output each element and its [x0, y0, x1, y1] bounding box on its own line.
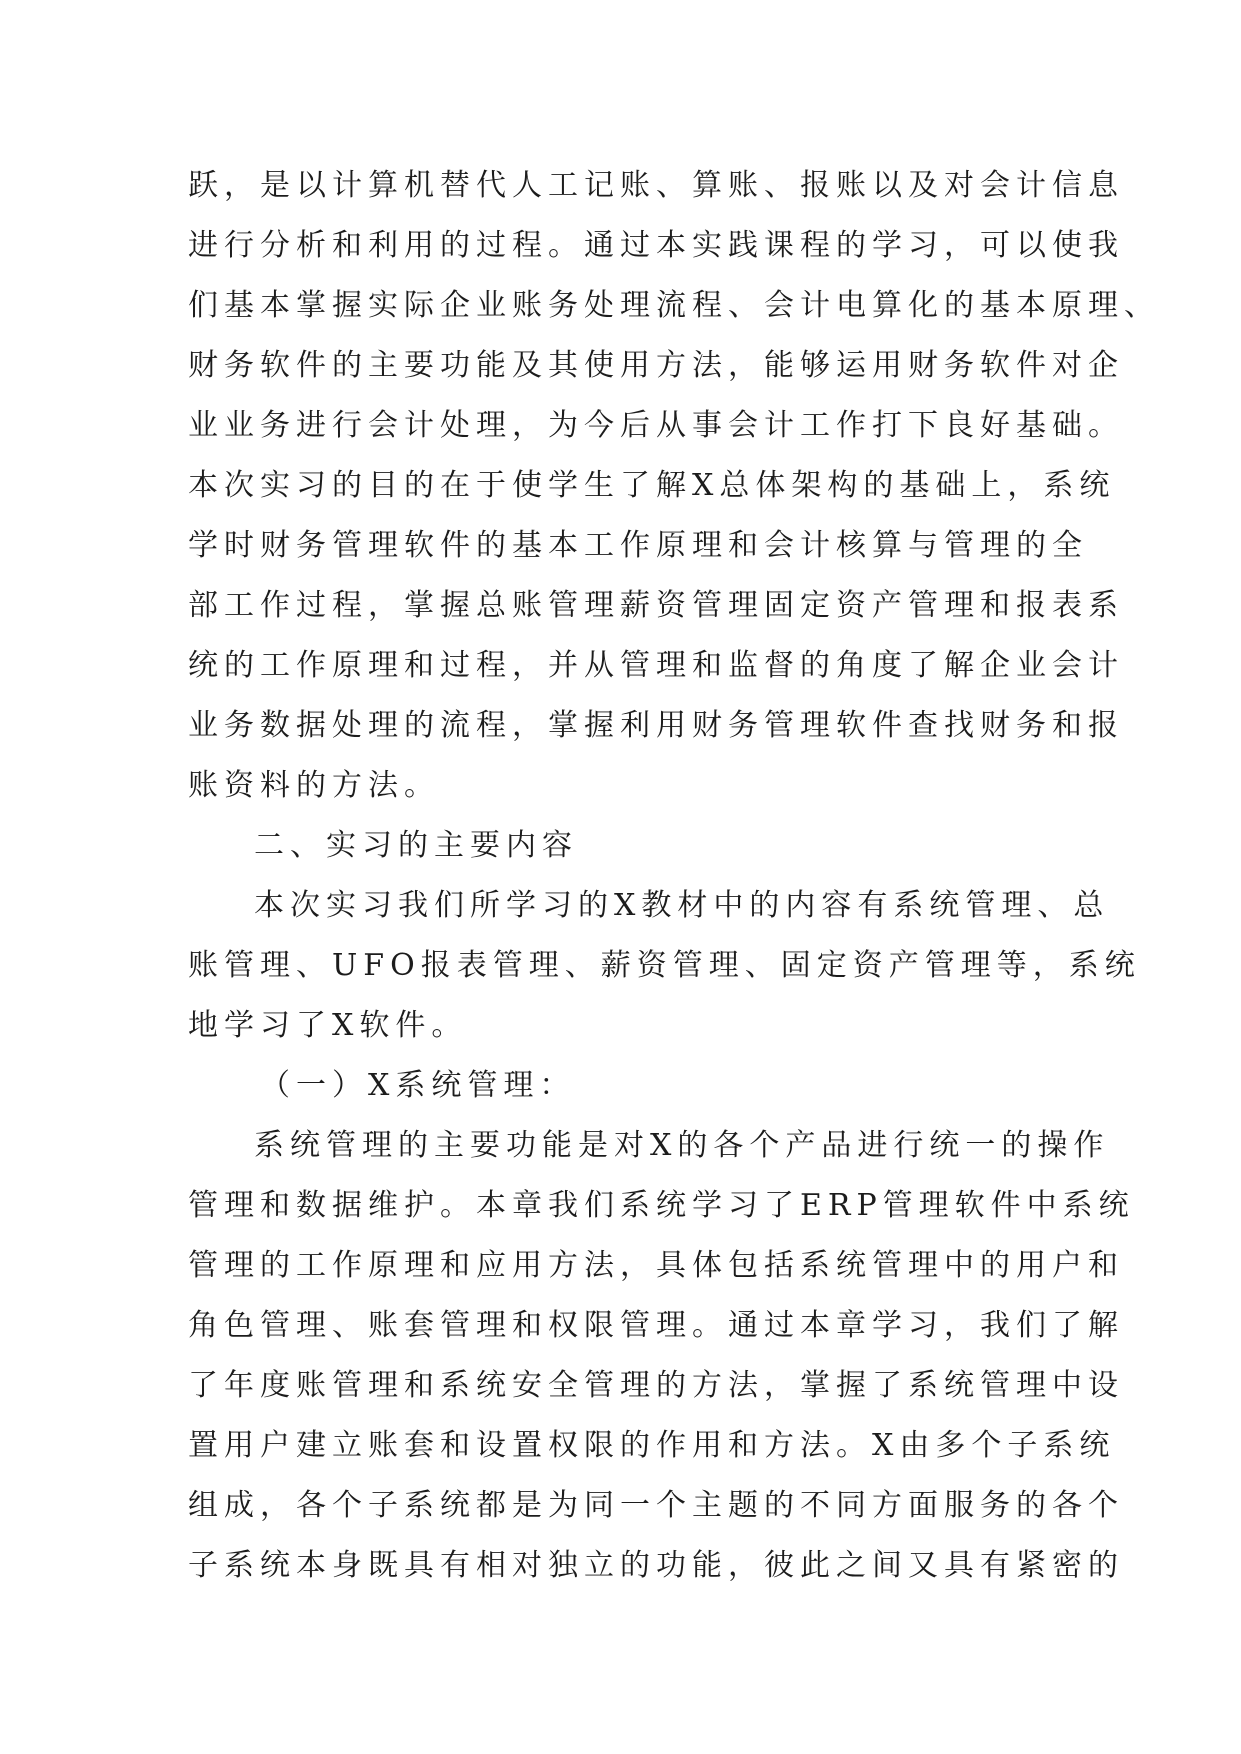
subsection-heading: （一）X系统管理：	[260, 1068, 576, 1103]
text-line: 组成，各个子系统都是为同一个主题的不同方面服务的各个	[188, 1488, 1124, 1523]
text-line: 统的工作原理和过程，并从管理和监督的角度了解企业会计	[188, 648, 1124, 683]
text-line: 置用户建立账套和设置权限的作用和方法。X由多个子系统	[188, 1428, 1116, 1463]
text-line: 业务数据处理的流程，掌握利用财务管理软件查找财务和报	[188, 708, 1124, 743]
text-line: 业业务进行会计处理，为今后从事会计工作打下良好基础。	[188, 408, 1124, 443]
body-text	[188, 156, 1160, 1596]
text-line: 管理的工作原理和应用方法，具体包括系统管理中的用户和	[188, 1248, 1124, 1283]
text-line: 系统管理的主要功能是对X的各个产品进行统一的操作	[254, 1128, 1110, 1163]
text-line: 子系统本身既具有相对独立的功能，彼此之间又具有紧密的	[188, 1548, 1124, 1583]
text-line: 了年度账管理和系统安全管理的方法，掌握了系统管理中设	[188, 1368, 1124, 1403]
text-line: 角色管理、账套管理和权限管理。通过本章学习，我们了解	[188, 1308, 1124, 1343]
text-line: 账管理、UFO报表管理、薪资管理、固定资产管理等，系统	[188, 948, 1141, 983]
section-heading: 二、实习的主要内容	[254, 828, 578, 863]
text-line: 学时财务管理软件的基本工作原理和会计核算与管理的全	[188, 528, 1088, 563]
text-line: 部工作过程，掌握总账管理薪资管理固定资产管理和报表系	[188, 588, 1124, 623]
text-line: 本次实习我们所学习的X教材中的内容有系统管理、总	[254, 888, 1110, 923]
text-line: 本次实习的目的在于使学生了解X总体架构的基础上，系统	[188, 468, 1116, 503]
text-line: 地学习了X软件。	[188, 1008, 468, 1043]
text-line: 管理和数据维护。本章我们系统学习了ERP管理软件中系统	[188, 1188, 1135, 1223]
text-line: 进行分析和利用的过程。通过本实践课程的学习，可以使我	[188, 228, 1124, 263]
text-line: 账资料的方法。	[188, 768, 440, 803]
text-line: 财务软件的主要功能及其使用方法，能够运用财务软件对企	[188, 348, 1124, 383]
text-line: 们基本掌握实际企业账务处理流程、会计电算化的基本原理、	[188, 288, 1160, 323]
text-line: 跃，是以计算机替代人工记账、算账、报账以及对会计信息	[188, 168, 1124, 203]
